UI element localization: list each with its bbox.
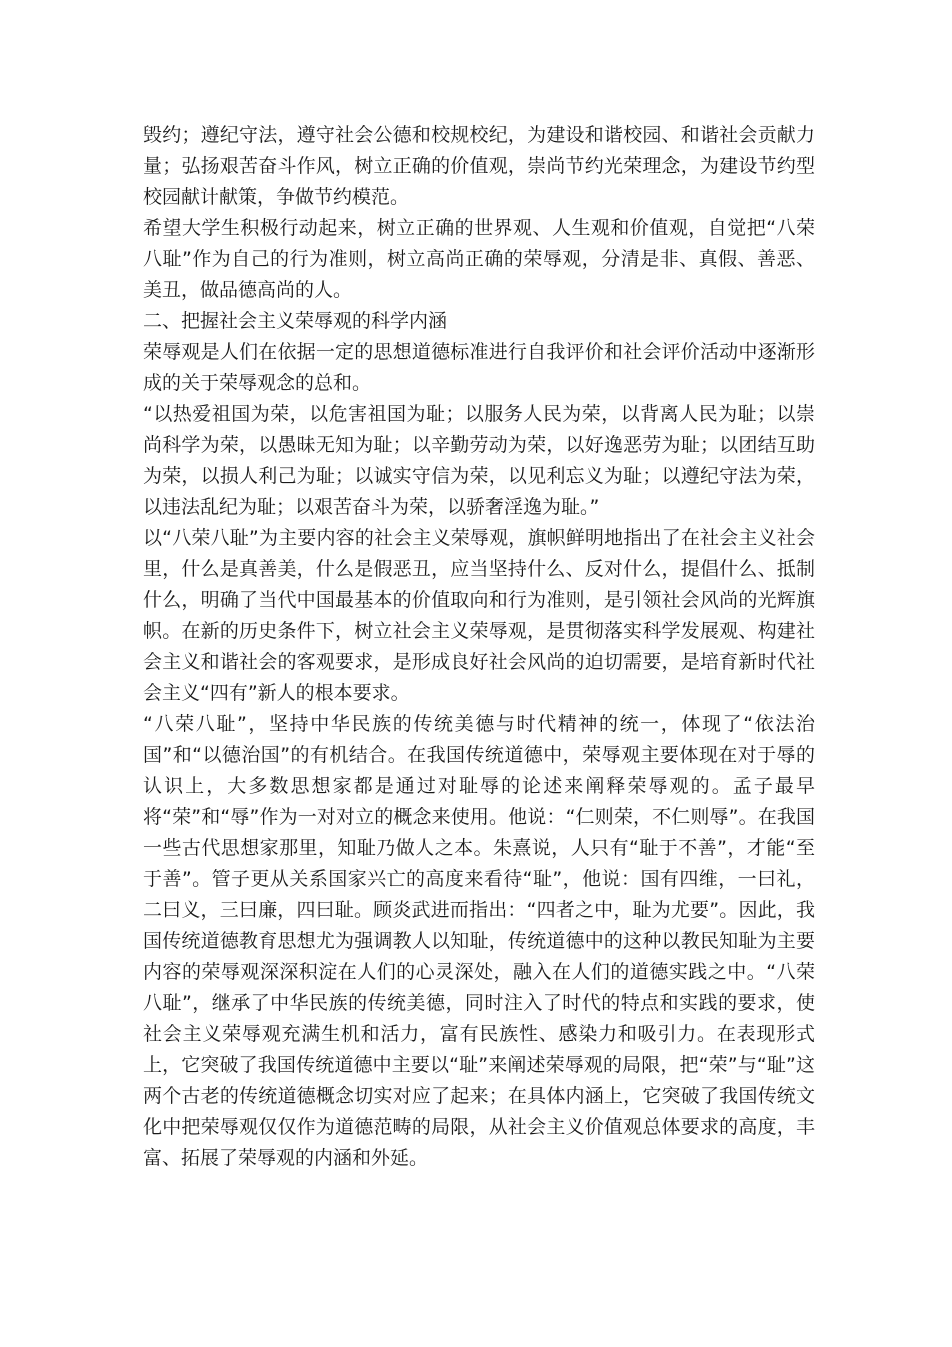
document-body xyxy=(143,120,815,1174)
paragraph-socialist-concept: 以“八荣八耻”为主要内容的社会主义荣辱观，旗帜鲜明地指出了在社会主义社会里，什么是真善美，什么是假恶丑，应当坚持什么、反对什么，提倡什么、抵制什么，明确了当代中国最基本的价值取向和行为准则，是引领社会风尚的光辉旗帜。在新的历史条件下，树立社会主义荣辱观，是贯彻落实科学发展观、构建社会主义和谐社会的客观要求，是形成良好社会风尚的迫切需要，是培育新时代社会主义“四有”新人的根本要求。 xyxy=(143,527,815,704)
paragraph-hope-for-students: 希望大学生积极行动起来，树立正确的世界观、人生观和价值观，自觉把“八荣八耻”作为自己的行为准则，树立高尚正确的荣辱观，分清是非、真假、善恶、美丑，做品德高尚的人。 xyxy=(143,217,815,301)
paragraph-tradition-and-era: “八荣八耻”，坚持中华民族的传统美德与时代精神的统一，体现了“依法治国”和“以德治国”的有机结合。在我国传统道德中，荣辱观主要体现在对于辱的认识上，大多数思想家都是通过对耻辱的论述来阐释荣辱观的。孟子最早将“荣”和“辱”作为一对对立的概念来使用。他说：“仁则荣，不仁则辱”。在我国一些古代思想家那里，知耻乃做人之本。朱熹说，人只有“耻于不善”，才能“至于善”。管子更从关系国家兴亡的高度来看待“耻”，他说：国有四维，一曰礼，二曰义，三曰廉，四曰耻。顾炎武进而指出：“四者之中，耻为尤要”。因此，我国传统道德教育思想尤为强调教人以知耻，传统道德中的这种以教民知耻为主要内容的荣辱观深深积淀在人们的心灵深处，融入在人们的道德实践之中。“八荣八耻”，继承了中华民族的传统美德，同时注入了时代的特点和实践的要求，使社会主义荣辱观充满生机和活力，富有民族性、感染力和吸引力。在表现形式上，它突破了我国传统道德中主要以“耻”来阐述荣辱观的局限，把“荣”与“耻”这两个古老的传统道德概念切实对应了起来；在具体内涵上，它突破了我国传统文化中把荣辱观仅仅作为道德范畴的局限，从社会主义价值观总体要求的高度，丰富、拓展了荣辱观的内涵和外延。 xyxy=(143,713,815,1169)
paragraph-pledge-continuation: 毁约；遵纪守法，遵守社会公德和校规校纪，为建设和谐校园、和谐社会贡献力量；弘扬艰苦奋斗作风，树立正确的价值观，崇尚节约光荣理念，为建设节约型校园献计献策，争做节约模范。 xyxy=(143,124,815,208)
paragraph-eight-honors-quote: “以热爱祖国为荣，以危害祖国为耻；以服务人民为荣，以背离人民为耻；以崇尚科学为荣，以愚昧无知为耻；以辛勤劳动为荣，以好逸恶劳为耻；以团结互助为荣，以损人利己为耻；以诚实守信为荣，以见利忘义为耻；以遵纪守法为荣，以违法乱纪为耻；以艰苦奋斗为荣，以骄奢淫逸为耻。” xyxy=(143,403,815,518)
section-heading: 二、把握社会主义荣辱观的科学内涵 xyxy=(143,310,448,332)
paragraph-definition: 荣辱观是人们在依据一定的思想道德标准进行自我评价和社会评价活动中逐渐形成的关于荣辱观念的总和。 xyxy=(143,341,815,394)
